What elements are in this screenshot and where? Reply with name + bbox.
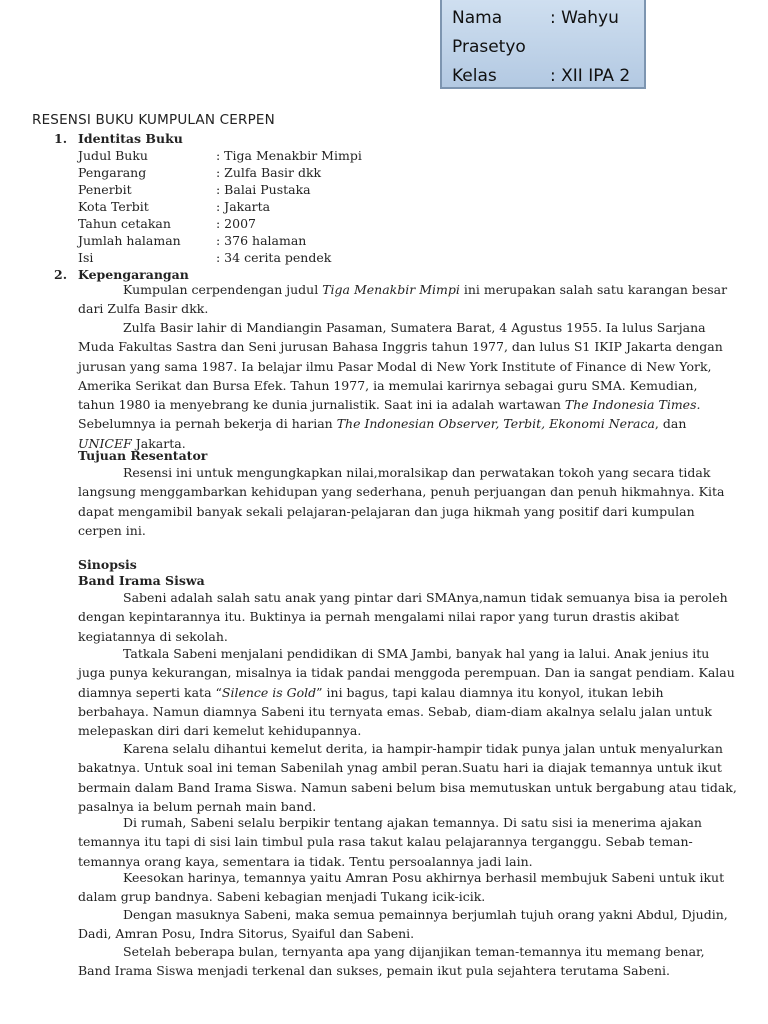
section-heading-sinopsis: Sinopsis xyxy=(78,557,137,572)
identity-value: : Tiga Menakbir Mimpi xyxy=(216,148,362,163)
story-title: Band Irama Siswa xyxy=(78,573,205,588)
identity-value: : Jakarta xyxy=(216,199,271,214)
nama-value-continued: Prasetyo xyxy=(452,37,526,57)
identity-key: Isi xyxy=(78,250,94,265)
kelas-row xyxy=(452,62,644,91)
identity-value: : 34 cerita pendek xyxy=(216,250,332,265)
kelas-label: Kelas xyxy=(452,66,497,86)
sinopsis-paragraph: Dengan masuknya Sabeni, maka semua pemainnya berjumlah tujuh orang yakni Abdul, Djudin, Dadi, Amran Posu, Indra Sitorus, Syaiful dan Sabeni. xyxy=(78,907,728,942)
identity-key: Tahun cetakan xyxy=(78,216,171,231)
sinopsis-paragraph: Tatkala Sabeni menjalani pendidikan di SMA Jambi, banyak hal yang ia lalui. Anak jenius itu juga punya kekurangan, misalnya ia tidak pandai menggoda perempuan. Dan ia sangat pendiam. Kalau diamnya seperti kata “Silence is Gold” ini bagus, tapi kalau diamnya itu konyol, itukan lebih berbahaya. Namun diamnya Sabeni itu ternyata emas. Sebab, diam-diam akalnya selalu jalan untuk melepaskan diri dari kemelut kehidupannya. xyxy=(78,646,735,739)
tujuan-paragraph: Resensi ini untuk mengungkapkan nilai,moralsikap dan perwatakan tokoh yang secara tidak langsung menggambarkan kehidupan yang sederhana, penuh perjuangan dan penuh hikmahnya. Kita dapat mengamibil banyak sekali pelajaran-pelajaran dan juga hikmah yang positif dari kumpulan cerpen ini. xyxy=(78,465,725,538)
identity-key: Kota Terbit xyxy=(78,199,149,214)
identity-key: Pengarang xyxy=(78,165,147,180)
sinopsis-paragraph: Karena selalu dihantui kemelut derita, ia hampir-hampir tidak punya jalan untuk menyalurkan bakatnya. Untuk soal ini teman Sabenilah ynag ambil peran.Suatu hari ia diajak temannya untuk ikut bermain dalam Band Irama Siswa. Namun sabeni belum bisa memutuskan untuk bergabung atau tidak, pasalnya ia belum pernah main band. xyxy=(78,741,737,814)
identity-key: Penerbit xyxy=(78,182,132,197)
section-heading-kepengarangan: Kepengarangan xyxy=(78,267,189,282)
section-number-2: 2. xyxy=(54,267,68,282)
nama-row xyxy=(452,4,644,33)
section-heading-identitas: Identitas Buku xyxy=(78,131,183,146)
section-heading-tujuan: Tujuan Resentator xyxy=(78,448,208,463)
identity-value: : 376 halaman xyxy=(216,233,307,248)
nama-value: : Wahyu xyxy=(550,8,619,28)
identity-value: : Zulfa Basir dkk xyxy=(216,165,322,180)
sinopsis-paragraph: Sabeni adalah salah satu anak yang pintar dari SMAnya,namun tidak semuanya bisa ia peroleh dengan kepintarannya itu. Buktinya ia pernah mengalami nilai rapor yang turun drastis akibat kegiatannya di sekolah. xyxy=(78,590,728,644)
identity-key: Jumlah halaman xyxy=(78,233,181,248)
identity-value: : 2007 xyxy=(216,216,256,231)
nama-continuation-row xyxy=(452,33,644,62)
sinopsis-paragraph: Setelah beberapa bulan, ternyanta apa yang dijanjikan teman-temannya itu memang benar, Band Irama Siswa menjadi terkenal dan sukses, pemain ikut pula sejahtera terutama Sabeni. xyxy=(78,944,705,979)
student-info-box xyxy=(440,0,646,89)
identity-key: Judul Buku xyxy=(78,148,148,163)
identity-value: : Balai Pustaka xyxy=(216,182,311,197)
kepengarangan-paragraph-1: Kumpulan cerpendengan judul Tiga Menakbir Mimpi ini merupakan salah satu karangan besar dari Zulfa Basir dkk. xyxy=(78,282,728,317)
sinopsis-paragraph: Di rumah, Sabeni selalu berpikir tentang ajakan temannya. Di satu sisi ia menerima ajakan temannya itu tapi di sisi lain timbul pula rasa takut kalau pelajarannya terganggu. Sebab teman-temannya orang kaya, sementara ia tidak. Tentu persoalannya jadi lain. xyxy=(78,815,702,869)
document-title: RESENSI BUKU KUMPULAN CERPEN xyxy=(32,112,275,128)
nama-label: Nama xyxy=(452,8,503,28)
sinopsis-paragraph: Keesokan harinya, temannya yaitu Amran Posu akhirnya berhasil membujuk Sabeni untuk ikut dalam grup bandnya. Sabeni kebagian menjadi Tukang icik-icik. xyxy=(78,870,725,905)
kepengarangan-paragraph-2: Zulfa Basir lahir di Mandiangin Pasaman, Sumatera Barat, 4 Agustus 1955. Ia lulus Sarjana Muda Fakultas Sastra dan Seni jurusan Bahasa Inggris tahun 1977, dan lulus S1 IKIP Jakarta dengan jurusan yang sama 1987. Ia belajar ilmu Pasar Modal di New York Institute of Finance di New York, Amerika Serikat dan Bursa Efek. Tahun 1977, ia memulai karirnya sebagai guru SMA. Kemudian, tahun 1980 ia menyebrang ke dunia jurnalistik. Saat ini ia adalah wartawan The Indonesia Times. Sebelumnya ia pernah bekerja di harian The Indonesian Observer, Terbit, Ekonomi Neraca, dan UNICEF Jakarta. xyxy=(78,320,723,451)
kelas-value: : XII IPA 2 xyxy=(550,66,631,86)
section-number-1: 1. xyxy=(54,131,68,146)
